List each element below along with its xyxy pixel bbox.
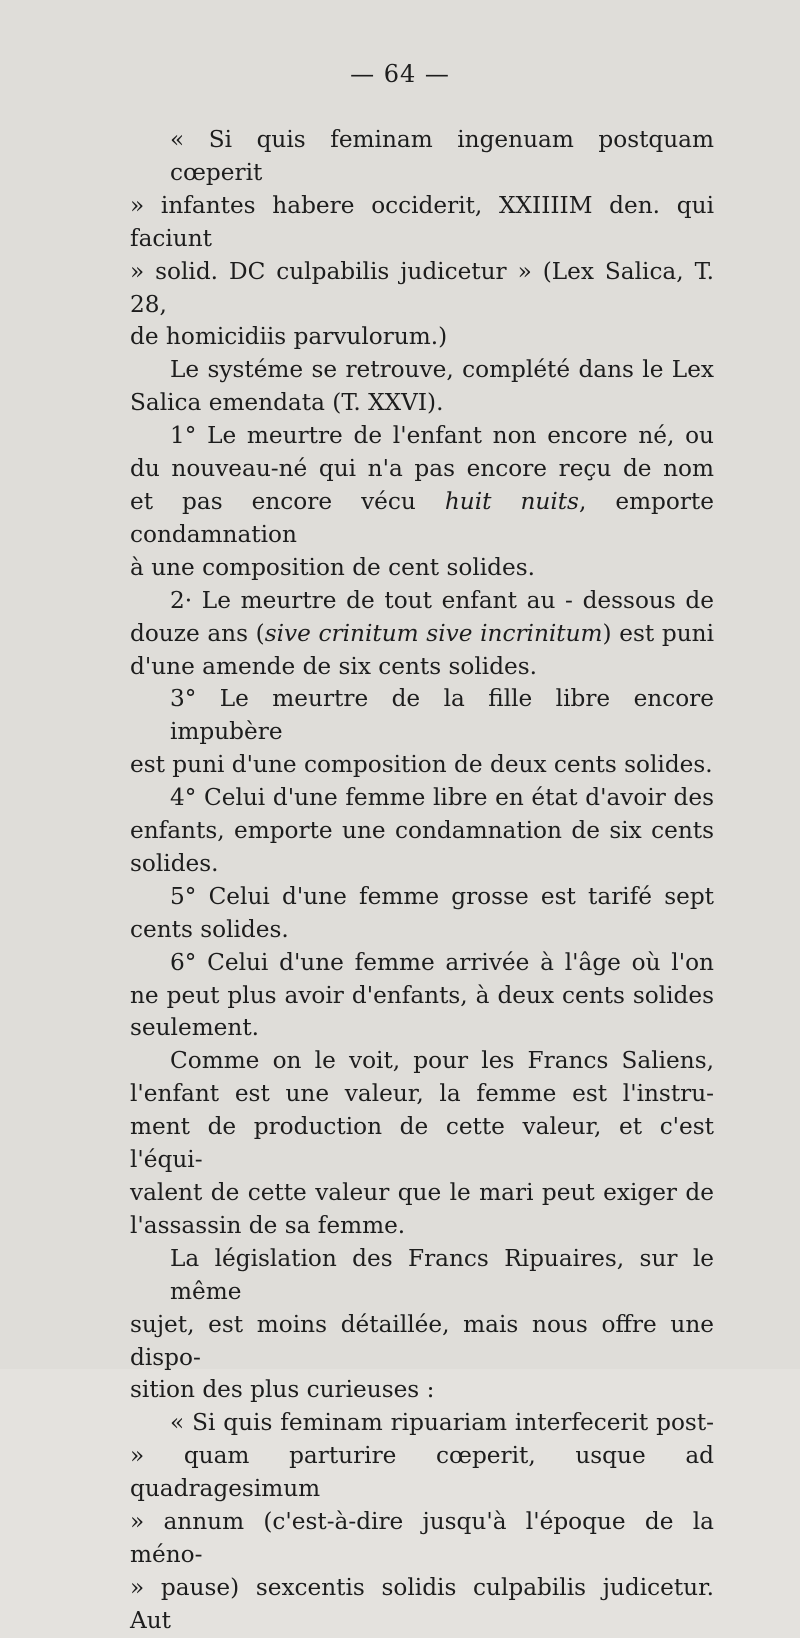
- text-line: [130, 881, 714, 914]
- text-line: [130, 980, 714, 1013]
- line-text: douze ans (: [130, 619, 265, 647]
- line-text: » quam parturire cœperit, usque ad quadragesimum: [130, 1442, 714, 1503]
- line-text: Comme on le voit, pour les Francs Saliens,: [170, 1047, 714, 1075]
- line-text: 5° Celui d'une femme grosse est tarifé sept: [170, 882, 714, 910]
- text-line: [130, 683, 714, 749]
- text-line: [130, 1177, 714, 1210]
- text-line: [130, 848, 714, 881]
- line-text: l'assassin de sa femme.: [130, 1211, 406, 1239]
- paragraph: [130, 782, 714, 881]
- line-text: 6° Celui d'une femme arrivée à l'âge où l'on: [170, 948, 714, 976]
- text-line: [130, 914, 714, 947]
- text-line: [130, 1440, 714, 1506]
- paragraph: [130, 1243, 714, 1408]
- paragraph: [130, 1407, 714, 1637]
- text-line: [130, 256, 714, 322]
- line-text: » solid. DC culpabilis judicetur » (Lex Salica, T. 28,: [130, 257, 714, 318]
- text-line: [130, 651, 714, 684]
- line-text: cents solides.: [130, 915, 289, 943]
- italic-phrase: sive crinitum sive incrinitum: [264, 619, 603, 647]
- text-line: [130, 618, 714, 651]
- text-line: [130, 387, 714, 420]
- line-text: » annum (c'est-à-dire jusqu'à l'époque de la méno-: [130, 1508, 714, 1568]
- body-text: [130, 124, 714, 1638]
- line-text: et pas encore vécu: [130, 487, 445, 515]
- text-line: [130, 1506, 714, 1572]
- text-line: [130, 486, 714, 552]
- text-line: [130, 1407, 714, 1440]
- paragraph: [130, 585, 714, 684]
- line-text: Salica emendata (T. XXVI).: [130, 389, 444, 417]
- line-text: seulement.: [130, 1014, 260, 1042]
- text-line: [130, 585, 714, 618]
- line-text: ment de production de cette valeur, et c'est l'équi-: [130, 1113, 714, 1174]
- text-line: [130, 321, 714, 354]
- text-line: [130, 1572, 714, 1638]
- line-text: sition des plus curieuses :: [130, 1376, 435, 1404]
- text-line: [130, 782, 714, 815]
- text-line: [130, 1210, 714, 1243]
- paragraph: [130, 1045, 714, 1242]
- page-number: — 64 —: [350, 60, 450, 88]
- text-line: [130, 354, 714, 387]
- line-text: » pause) sexcentis solidis culpabilis judicetur. Aut: [130, 1573, 714, 1634]
- text-line: [130, 1243, 714, 1309]
- text-line: [130, 749, 714, 782]
- line-text: , emporte condamnation: [130, 487, 714, 548]
- text-line: [130, 453, 714, 486]
- line-text: sujet, est moins détaillée, mais nous offre une dispo-: [130, 1310, 714, 1371]
- line-text: La législation des Francs Ripuaires, sur le même: [170, 1244, 714, 1305]
- paragraph: [130, 881, 714, 947]
- line-text: de homicidiis parvulorum.): [130, 323, 448, 351]
- text-line: [130, 1309, 714, 1375]
- line-text: d'une amende de six cents solides.: [130, 652, 538, 680]
- line-text: l'enfant est une valeur, la femme est l'instru-: [130, 1080, 714, 1108]
- text-line: [130, 1374, 714, 1407]
- paragraph: [130, 947, 714, 1046]
- line-text: » infantes habere occiderit, XXIIIIM den. qui faciunt: [130, 191, 714, 252]
- paragraph: [130, 683, 714, 782]
- paragraph: [130, 124, 714, 354]
- text-line: [130, 124, 714, 190]
- line-text: 1° Le meurtre de l'enfant non encore né, ou: [170, 422, 714, 450]
- line-text: solides.: [130, 849, 219, 877]
- line-text: « Si quis feminam ripuariam interfecerit post-: [170, 1409, 714, 1437]
- text-line: [130, 1078, 714, 1111]
- line-text: 3° Le meurtre de la fille libre encore impubère: [170, 685, 714, 746]
- line-text: 2· Le meurtre de tout enfant au - dessous de: [170, 586, 714, 614]
- paragraph: [130, 420, 714, 585]
- text-line: [130, 1111, 714, 1177]
- line-text: valent de cette valeur que le mari peut exiger de: [130, 1179, 714, 1206]
- text-line: [130, 1012, 714, 1045]
- text-line: [130, 815, 714, 848]
- line-text: du nouveau-né qui n'a pas encore reçu de nom: [130, 455, 714, 483]
- line-text: est puni d'une composition de deux cents solides.: [130, 751, 713, 779]
- italic-phrase: huit nuits: [444, 487, 579, 515]
- text-line: [130, 1045, 714, 1078]
- line-text: à une composition de cent solides.: [130, 553, 536, 581]
- line-text: Le systéme se retrouve, complété dans le Lex: [170, 356, 714, 384]
- line-text: ) est puni: [602, 619, 715, 647]
- text-line: [130, 552, 714, 585]
- line-text: enfants, emporte une condamnation de six cents: [130, 817, 714, 845]
- line-text: « Si quis feminam ingenuam postquam cœperit: [170, 126, 714, 186]
- text-line: [130, 947, 714, 980]
- line-text: 4° Celui d'une femme libre en état d'avoir des: [170, 784, 714, 812]
- text-line: [130, 420, 714, 453]
- text-line: [130, 190, 714, 256]
- line-text: ne peut plus avoir d'enfants, à deux cents solides: [130, 981, 714, 1009]
- paragraph: [130, 354, 714, 420]
